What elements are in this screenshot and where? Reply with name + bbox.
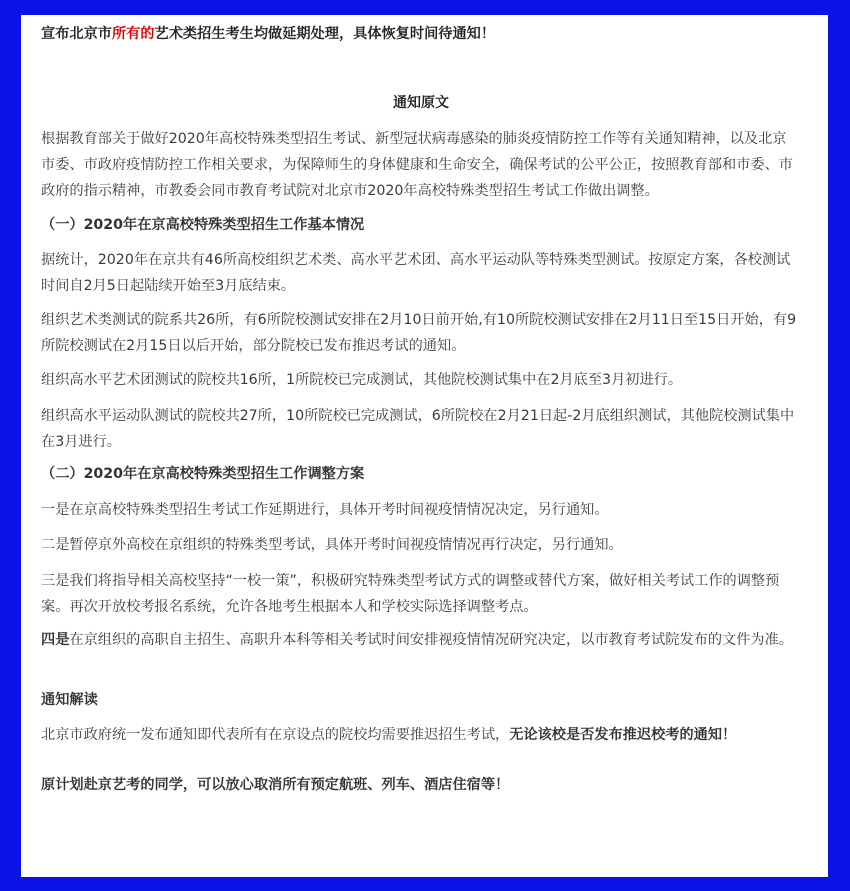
section2-paragraph-4-body: 在京组织的高职自主招生、高职升本科等相关考试时间安排视疫情情况研究决定，以市教育考试院发布的文件为准。 xyxy=(69,632,793,648)
section2-paragraph-1: 一是在京高校特殊类型招生考试工作延期进行，具体开考时间视疫情情况决定，另行通知。 xyxy=(41,502,609,518)
interpretation-paragraph-1 xyxy=(41,722,799,748)
interpretation-heading: 通知解读 xyxy=(41,692,98,708)
section1-paragraph-1: 据统计，2020年在京共有46所高校组织艺术类、高水平艺术团、高水平运动队等特殊类型测试。按原定方案，各校测试时间自2月5日起陆续开始至3月底结束。 xyxy=(41,252,791,294)
section2-paragraph-2: 二是暂停京外高校在京组织的特殊类型考试，具体开考时间视疫情情况再行决定，另行通知。 xyxy=(41,537,623,553)
section2-heading: （二）2020年在京高校特殊类型招生工作调整方案 xyxy=(41,466,365,482)
section1-heading: （一）2020年在京高校特殊类型招生工作基本情况 xyxy=(41,217,365,233)
interpretation-paragraph-1-bold: 无论该校是否发布推迟校考的通知！ xyxy=(509,727,737,743)
lead-suffix: 艺术类招生考生均做延期处理，具体恢复时间待通知！ xyxy=(154,26,496,42)
interpretation-paragraph-2: 原计划赴京艺考的同学，可以放心取消所有预定航班、列车、酒店住宿等！ xyxy=(41,777,510,793)
section1-paragraph-2: 组织艺术类测试的院系共26所，有6所院校测试安排在2月10日前开始,有10所院校测试安排在2月11日至15日开始，有9所院校测试在2月15日以后开始，部分院校已发布推迟考试的通知。 xyxy=(41,312,797,354)
lead-highlight: 所有的 xyxy=(111,26,155,42)
article-frame xyxy=(21,15,828,877)
lead-announcement xyxy=(41,24,495,44)
lead-prefix: 宣布北京市 xyxy=(41,26,112,42)
section2-paragraph-4-lead: 四是 xyxy=(41,632,70,648)
intro-paragraph: 根据教育部关于做好2020年高校特殊类型招生考试、新型冠状病毒感染的肺炎疫情防控工作等有关通知精神，以及北京市委、市政府疫情防控工作相关要求，为保障师生的身体健康和生命安全，确保考试的公平公正，按照教育部和市委、市政府的指示精神，市教委会同市教育考试院对北京市2020年高校特殊类型招生考试工作做出调整。 xyxy=(41,131,793,199)
interpretation-paragraph-1-normal: 北京市政府统一发布通知即代表所有在京设点的院校均需要推迟招生考试， xyxy=(41,727,510,743)
notice-title: 通知原文 xyxy=(393,95,449,111)
section2-paragraph-4 xyxy=(41,627,799,653)
section1-paragraph-3: 组织高水平艺术团测试的院校共16所，1所院校已完成测试，其他院校测试集中在2月底至3月初进行。 xyxy=(41,372,683,388)
section2-paragraph-3: 三是我们将指导相关高校坚持“一校一策”，积极研究特殊类型考试方式的调整或替代方案，做好相关考试工作的调整预案。再次开放校考报名系统，允许各地考生根据本人和学校实际选择调整考点。 xyxy=(41,573,780,615)
section1-paragraph-4: 组织高水平运动队测试的院校共27所，10所院校已完成测试，6所院校在2月21日起-2月底组织测试，其他院校测试集中在3月进行。 xyxy=(41,408,795,450)
